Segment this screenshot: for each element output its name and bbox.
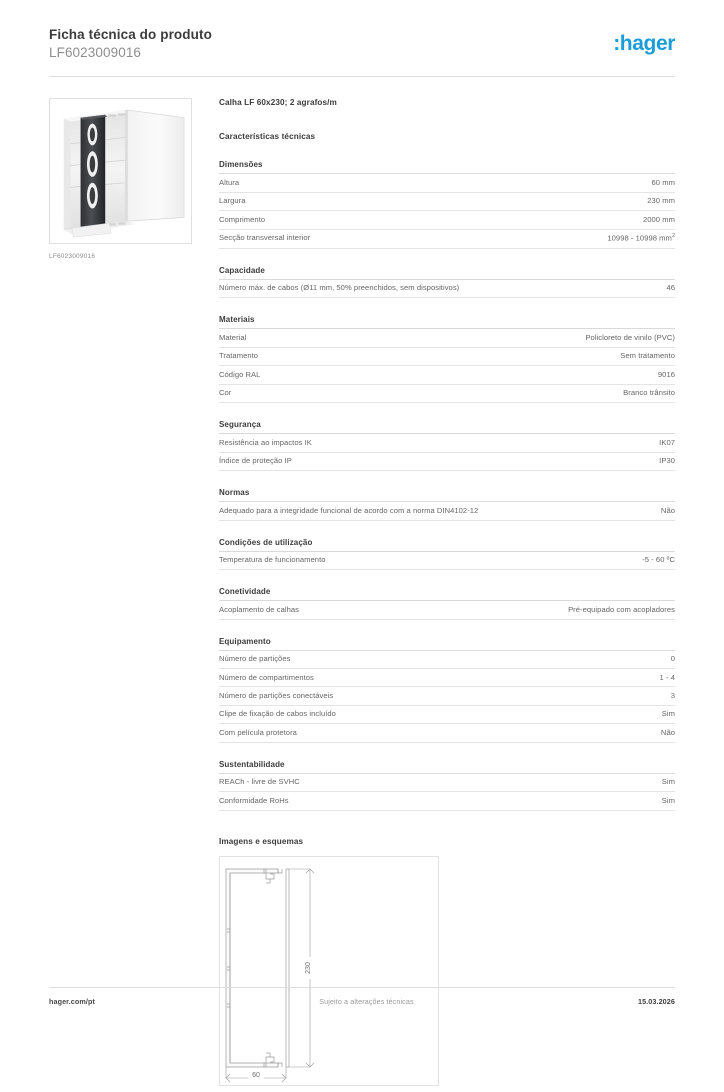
spec-row — [219, 211, 675, 229]
product-name: Calha LF 60x230; 2 agrafos/m — [219, 98, 337, 108]
spec-row — [219, 453, 675, 471]
spec-group-heading: Conetividade — [219, 587, 675, 601]
footer-date: 15.03.2026 — [638, 997, 675, 1006]
product-image-column — [49, 98, 208, 1085]
spec-group-heading: Condições de utilização — [219, 538, 675, 552]
drawing-dimension-horizontal: 60 — [252, 1071, 260, 1079]
spec-label: Largura — [219, 196, 246, 206]
spec-row — [219, 434, 675, 452]
spec-group-heading: Normas — [219, 488, 675, 502]
product-image-caption: LF6023009016 — [49, 253, 96, 261]
spec-group-heading: Segurança — [219, 420, 675, 434]
spec-group-heading: Capacidade — [219, 266, 675, 280]
spec-row — [219, 687, 675, 705]
spec-group-heading: Dimensões — [219, 160, 675, 174]
spec-value: Sim — [661, 795, 675, 805]
page-title: Ficha técnica do produto — [49, 27, 212, 42]
spec-row — [219, 502, 675, 520]
spec-value: Branco trânsito — [623, 388, 675, 398]
specs-column — [208, 98, 675, 1085]
spec-row — [219, 193, 675, 211]
spec-row — [219, 601, 675, 619]
spec-value: 230 mm — [647, 196, 675, 206]
spec-row — [219, 669, 675, 687]
spec-table-container — [219, 160, 675, 810]
technical-drawing-frame — [219, 856, 439, 1086]
page-content — [49, 77, 675, 1085]
spec-row — [219, 651, 675, 669]
product-photo-frame — [49, 98, 192, 244]
spec-value: Não — [660, 505, 675, 515]
spec-label: Número de partições conectáveis — [219, 690, 334, 700]
technical-drawing — [220, 857, 440, 1087]
spec-row — [219, 706, 675, 724]
spec-label: Material — [219, 332, 247, 342]
product-reference: LF6023009016 — [49, 45, 142, 61]
spec-label: Resistência ao impactos IK — [219, 437, 312, 447]
spec-label: Código RAL — [219, 369, 261, 379]
spec-value: -5 - 60 ºC — [642, 555, 675, 565]
spec-value: 10998 - 10998 $mm^2$ — [607, 233, 675, 243]
spec-label: Altura — [219, 177, 240, 187]
spec-value: 60 mm — [651, 177, 675, 187]
spec-value: Não — [660, 727, 675, 737]
spec-value: Sem tratamento — [620, 351, 675, 361]
spec-group — [219, 760, 675, 811]
spec-row — [219, 174, 675, 192]
spec-value: 1 - 4 — [659, 672, 675, 682]
spec-value: IK07 — [659, 437, 675, 447]
spec-value: 0 — [670, 654, 675, 664]
spec-group-heading: Sustentabilidade — [219, 760, 675, 774]
spec-label: REACh - livre de SVHC — [219, 777, 300, 787]
spec-label: Tratamento — [219, 351, 259, 361]
spec-group-heading: Materiais — [219, 315, 675, 329]
page-footer — [49, 987, 675, 1006]
footer-website[interactable]: hager.com/pt — [49, 997, 95, 1006]
spec-value: Sim — [661, 709, 675, 719]
hager-logo: :hager — [613, 32, 675, 55]
spec-label: Adequado para a integridade funcional de acordo com a norma DIN4102-12 — [219, 505, 479, 515]
spec-value: IP30 — [659, 456, 675, 466]
title-block — [49, 24, 212, 62]
spec-row — [219, 724, 675, 742]
spec-value: Pré-equipado com acopladores — [568, 604, 675, 614]
spec-label: Número máx. de cabos (Ø11 mm, 50% preenchidos, sem dispositivos) — [219, 283, 460, 293]
spec-row — [219, 552, 675, 570]
spec-group — [219, 420, 675, 471]
spec-row — [219, 366, 675, 384]
spec-group — [219, 160, 675, 248]
spec-value: Policloreto de vinilo (PVC) — [585, 332, 675, 342]
spec-value: 9016 — [657, 369, 675, 379]
spec-label: Clipe de fixação de cabos incluído — [219, 709, 336, 719]
spec-label: Com película protetora — [219, 727, 297, 737]
spec-label: Conformidade RoHs — [219, 795, 289, 805]
spec-group — [219, 315, 675, 403]
spec-label: Índice de proteção IP — [219, 456, 292, 466]
spec-row — [219, 280, 675, 298]
spec-group — [219, 587, 675, 619]
spec-row — [219, 792, 675, 810]
spec-value: 46 — [666, 283, 675, 293]
footer-disclaimer: Sujeito a alterações técnicas — [319, 997, 414, 1006]
spec-value: Sim — [661, 777, 675, 787]
spec-label: Número de partições — [219, 654, 291, 664]
product-photo — [50, 99, 191, 243]
spec-label: Secção transversal interior — [219, 233, 311, 243]
spec-row — [219, 230, 675, 249]
spec-label: Temperatura de funcionamento — [219, 555, 326, 565]
spec-label: Número de compartimentos — [219, 672, 314, 682]
spec-group — [219, 488, 675, 520]
spec-label: Comprimento — [219, 214, 266, 224]
spec-value: 3 — [670, 690, 675, 700]
spec-row — [219, 774, 675, 792]
spec-row — [219, 329, 675, 347]
drawing-dimension-vertical: 230 — [305, 961, 312, 974]
drawing-heading: Imagens e esquemas — [219, 836, 304, 846]
spec-label: Acoplamento de calhas — [219, 604, 299, 614]
spec-group — [219, 637, 675, 743]
characteristics-heading: Características técnicas — [219, 132, 316, 142]
spec-row — [219, 385, 675, 403]
spec-label: Cor — [219, 388, 232, 398]
page-header — [49, 0, 675, 62]
spec-group — [219, 538, 675, 570]
spec-group — [219, 266, 675, 298]
spec-value: 2000 mm — [642, 214, 675, 224]
spec-group-heading: Equipamento — [219, 637, 675, 651]
spec-row — [219, 348, 675, 366]
